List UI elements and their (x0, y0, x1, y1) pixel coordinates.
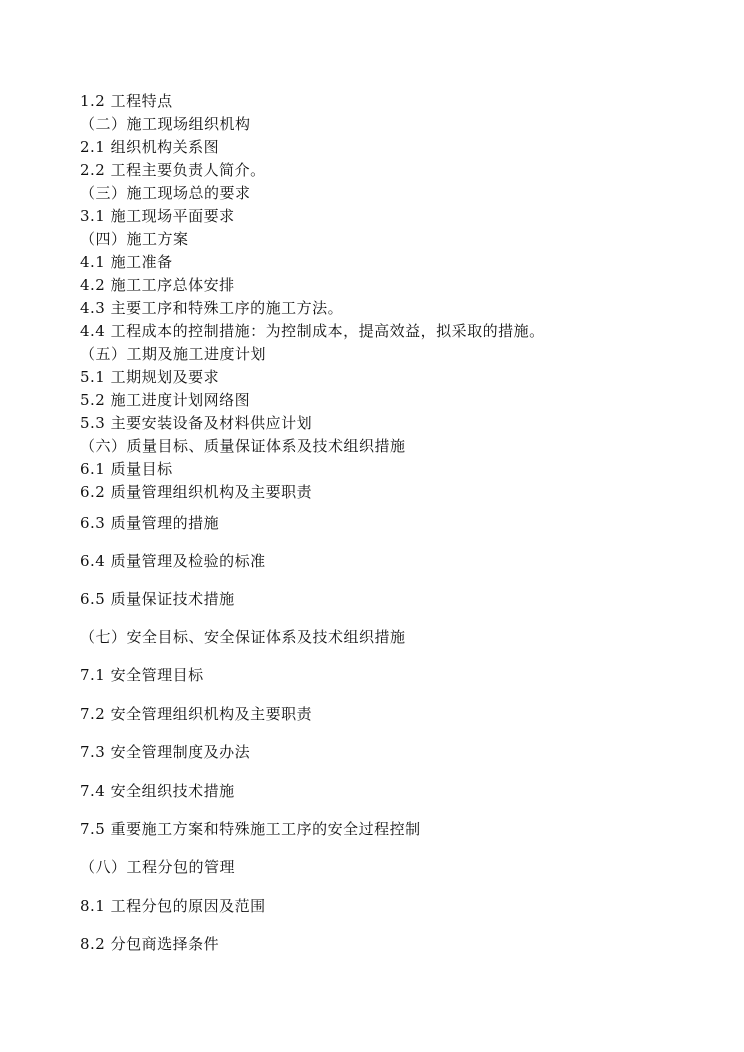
subsection-7-3: 7.3 安全管理制度及办法 (80, 743, 251, 761)
subsection-4-1: 4.1 施工准备 (80, 253, 173, 271)
subsection-6-2: 6.2 质量管理组织机构及主要职责 (80, 483, 313, 501)
subsection-1-2: 1.2 工程特点 (80, 92, 173, 110)
subsection-3-1: 3.1 施工现场平面要求 (80, 207, 235, 225)
section-8-heading: （八）工程分包的管理 (80, 858, 236, 876)
subsection-7-1: 7.1 安全管理目标 (80, 666, 204, 684)
subsection-8-1: 8.1 工程分包的原因及范围 (80, 897, 266, 915)
subsection-5-1: 5.1 工期规划及要求 (80, 368, 220, 386)
subsection-6-3: 6.3 质量管理的措施 (80, 514, 220, 532)
subsection-7-4: 7.4 安全组织技术措施 (80, 782, 235, 800)
subsection-6-4: 6.4 质量管理及检验的标准 (80, 552, 266, 570)
section-3-heading: （三）施工现场总的要求 (80, 184, 251, 202)
section-2-heading: （二）施工现场组织机构 (80, 115, 251, 133)
subsection-7-5: 7.5 重要施工方案和特殊施工工序的安全过程控制 (80, 820, 421, 838)
subsection-5-3: 5.3 主要安装设备及材料供应计划 (80, 414, 313, 432)
subsection-2-1: 2.1 组织机构关系图 (80, 138, 220, 156)
subsection-4-4: 4.4 工程成本的控制措施：为控制成本，提高效益，拟采取的措施。 (80, 322, 545, 340)
subsection-4-3: 4.3 主要工序和特殊工序的施工方法。 (80, 299, 344, 317)
section-6-heading: （六）质量目标、质量保证体系及技术组织措施 (80, 437, 406, 455)
subsection-4-2: 4.2 施工工序总体安排 (80, 276, 235, 294)
subsection-8-2: 8.2 分包商选择条件 (80, 935, 220, 953)
section-4-heading: （四）施工方案 (80, 230, 189, 248)
subsection-5-2: 5.2 施工进度计划网络图 (80, 391, 251, 409)
section-5-heading: （五）工期及施工进度计划 (80, 345, 267, 363)
subsection-6-1: 6.1 质量目标 (80, 460, 173, 478)
subsection-6-5: 6.5 质量保证技术措施 (80, 590, 235, 608)
section-7-heading: （七）安全目标、安全保证体系及技术组织措施 (80, 628, 406, 646)
subsection-7-2: 7.2 安全管理组织机构及主要职责 (80, 705, 313, 723)
subsection-2-2: 2.2 工程主要负责人简介。 (80, 161, 266, 179)
